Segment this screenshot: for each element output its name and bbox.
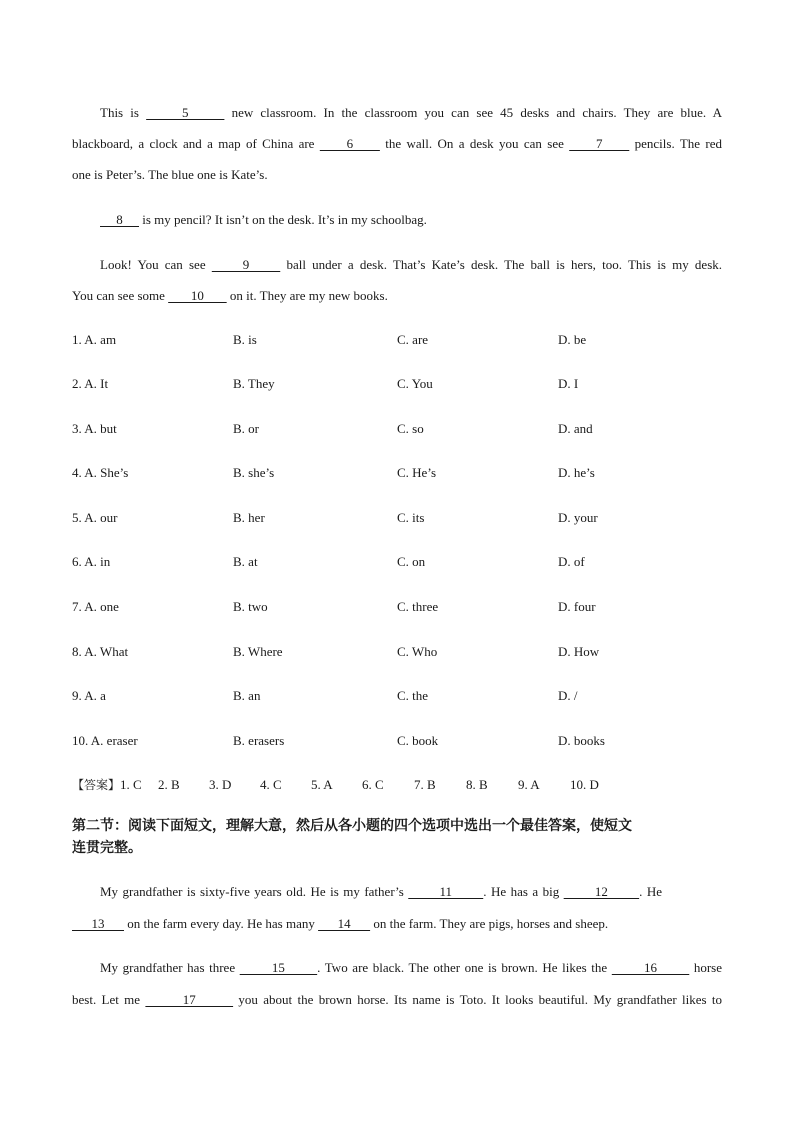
- blank-12[interactable]: 12: [563, 884, 640, 899]
- option-b[interactable]: B. is: [233, 332, 257, 347]
- blank-15[interactable]: 15: [239, 960, 318, 975]
- question-row: [72, 509, 722, 527]
- option-b[interactable]: B. an: [233, 688, 261, 703]
- option-b[interactable]: B. They: [233, 376, 275, 391]
- text-run: pencils. The red: [629, 136, 722, 151]
- option-c[interactable]: C. three: [397, 599, 439, 614]
- option-d[interactable]: D. How: [558, 644, 600, 659]
- option-b[interactable]: B. at: [233, 554, 258, 569]
- option-d[interactable]: D. and: [558, 421, 593, 436]
- question-row: [72, 598, 722, 616]
- question-row: [72, 420, 722, 438]
- passage1-para2: [100, 211, 750, 229]
- question-row: [72, 732, 722, 750]
- question-row: [72, 643, 722, 661]
- option-c[interactable]: C. You: [397, 376, 433, 391]
- text-run: My grandfather has three: [100, 960, 240, 975]
- blank-8[interactable]: 8: [100, 212, 139, 227]
- option-b[interactable]: B. erasers: [233, 733, 285, 748]
- option-a[interactable]: 5. A. our: [72, 510, 118, 525]
- option-d[interactable]: D. he’s: [558, 465, 595, 480]
- question-row: [72, 464, 722, 482]
- text-run: blackboard, a clock and a map of China are: [72, 136, 320, 151]
- answer-item: 10. D: [570, 777, 599, 792]
- text-run: you about the brown horse. Its name is Toto. It looks beautiful. My grandfather likes to: [233, 992, 723, 1007]
- blank-13[interactable]: 13: [72, 916, 124, 931]
- blank-9[interactable]: 9: [211, 257, 281, 272]
- answer-item: 8. B: [466, 777, 488, 792]
- passage1-para3-line1: [100, 256, 722, 274]
- option-a[interactable]: 4. A. She’s: [72, 465, 129, 480]
- answer-key: [72, 776, 599, 794]
- option-c[interactable]: C. Who: [397, 644, 438, 659]
- option-a[interactable]: 9. A. a: [72, 688, 106, 703]
- answer-item: 4. C: [260, 777, 282, 792]
- option-d[interactable]: D. books: [558, 733, 605, 748]
- text-run: horse: [689, 960, 723, 975]
- answer-label: 【答案】: [72, 778, 121, 792]
- option-c[interactable]: C. book: [397, 733, 439, 748]
- option-a[interactable]: 10. A. eraser: [72, 733, 138, 748]
- text-run: best. Let me: [72, 992, 146, 1007]
- text-run: . He has a big: [483, 884, 564, 899]
- passage2-para2-line2: [72, 991, 722, 1009]
- option-a[interactable]: 7. A. one: [72, 599, 119, 614]
- question-row: [72, 553, 722, 571]
- blank-6[interactable]: 6: [319, 136, 380, 151]
- option-d[interactable]: D. be: [558, 332, 587, 347]
- option-a[interactable]: 2. A. It: [72, 376, 109, 391]
- text-run: the wall. On a desk you can see: [379, 136, 570, 151]
- question-row: [72, 331, 722, 349]
- text-run: new classroom. In the classroom you can see 45 desks and chairs. They are blue. A: [224, 105, 722, 120]
- answer-item: 1. C: [120, 777, 142, 792]
- answer-item: 3. D: [209, 777, 232, 792]
- question-row: [72, 687, 722, 705]
- option-d[interactable]: D. four: [558, 599, 596, 614]
- option-b[interactable]: B. Where: [233, 644, 283, 659]
- option-c[interactable]: C. the: [397, 688, 429, 703]
- text-run: You can see some: [72, 288, 169, 303]
- text-run: on it. They are my new books.: [226, 288, 388, 303]
- passage1-line2: [72, 135, 722, 153]
- passage1-line1: [100, 104, 722, 122]
- answer-item: 2. B: [158, 777, 180, 792]
- option-a[interactable]: 3. A. but: [72, 421, 117, 436]
- blank-17[interactable]: 17: [145, 992, 234, 1007]
- text-run: My grandfather is sixty-five years old. He is my father’s: [100, 884, 409, 899]
- answer-item: 6. C: [362, 777, 384, 792]
- option-c[interactable]: C. on: [397, 554, 426, 569]
- blank-14[interactable]: 14: [318, 916, 371, 931]
- question-row: [72, 375, 722, 393]
- option-c[interactable]: C. so: [397, 421, 424, 436]
- text-run: ball under a desk. That’s Kate’s desk. The ball is hers, too. This is my desk.: [280, 257, 723, 272]
- text-run: is my pencil? It isn’t on the desk. It’s in my schoolbag.: [139, 212, 427, 227]
- option-a[interactable]: 1. A. am: [72, 332, 117, 347]
- option-b[interactable]: B. her: [233, 510, 265, 525]
- option-d[interactable]: D. I: [558, 376, 579, 391]
- text-run: on the farm. They are pigs, horses and sheep.: [370, 916, 609, 931]
- text-run: . He: [639, 884, 662, 899]
- blank-16[interactable]: 16: [611, 960, 690, 975]
- answer-item: 7. B: [414, 777, 436, 792]
- option-d[interactable]: D. your: [558, 510, 598, 525]
- passage2-line1: [100, 883, 662, 901]
- option-a[interactable]: 8. A. What: [72, 644, 129, 659]
- option-a[interactable]: 6. A. in: [72, 554, 111, 569]
- section2-heading: [72, 815, 722, 859]
- text-run: on the farm every day. He has many: [124, 916, 319, 931]
- blank-10[interactable]: 10: [168, 288, 227, 303]
- option-b[interactable]: B. or: [233, 421, 259, 436]
- blank-7[interactable]: 7: [569, 136, 630, 151]
- answer-item: 5. A: [311, 777, 333, 792]
- passage2-line2: [72, 915, 722, 933]
- text-run: . Two are black. The other one is brown. He likes the: [317, 960, 612, 975]
- option-b[interactable]: B. two: [233, 599, 268, 614]
- section2-line1: 第二节：阅读下面短文，理解大意，然后从各小题的四个选项中选出一个最佳答案，使短文: [72, 818, 632, 834]
- passage2-para2-line1: [100, 959, 722, 977]
- text-run: Look! You can see: [100, 257, 212, 272]
- option-c[interactable]: C. He’s: [397, 465, 436, 480]
- option-b[interactable]: B. she’s: [233, 465, 275, 480]
- section2-line2: 连贯完整。: [72, 840, 142, 856]
- blank-11[interactable]: 11: [408, 884, 484, 899]
- option-c[interactable]: C. its: [397, 510, 425, 525]
- option-d[interactable]: D. of: [558, 554, 585, 569]
- answer-item: 9. A: [518, 777, 540, 792]
- option-c[interactable]: C. are: [397, 332, 429, 347]
- passage1-para3-line2: [72, 287, 722, 305]
- text-run: This is: [100, 105, 147, 120]
- passage1-line3: one is Peter’s. The blue one is Kate’s.: [72, 167, 268, 182]
- option-d[interactable]: D. /: [558, 688, 578, 703]
- blank-5[interactable]: 5: [146, 105, 225, 120]
